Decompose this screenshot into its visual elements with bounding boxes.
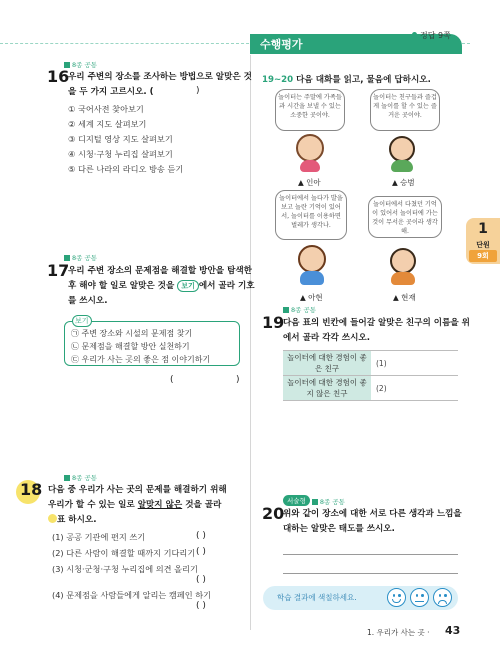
q19-number: 19 [262,313,285,332]
answer-line-2[interactable] [283,573,458,574]
q17-text-line2-a: 후 해야 할 일로 알맞은 것을 [68,281,175,291]
q18-option-4: (4) 문제점을 사람들에게 알리는 캠페인 하기 [52,590,212,600]
q17-number: 17 [47,261,70,280]
q19-text-line2: 에서 골라 각각 쓰시오. [283,333,370,343]
q16-text-line1: 우리 주변의 장소를 조사하는 방법으로 알맞은 것 [68,72,252,82]
question-range: 19~20 [262,75,294,85]
q18-text-line2 [48,498,221,513]
q20-number: 20 [262,504,285,523]
answer-line-1[interactable] [283,554,458,555]
q19-20-intro-text: 다음 대화를 읽고, 물음에 답하시오. [296,75,431,85]
table-header-cell: 놀이터에 대한 경험이 좋은 친구 [283,351,371,376]
sad-face-icon[interactable] [433,588,452,607]
q20-meta [283,495,345,506]
q19-text-line1: 다음 표의 빈칸에 들어갈 알맞은 친구의 이름을 위 [283,318,470,328]
evaluation-label: 학습 결과에 색칠하세요. [277,593,357,602]
self-evaluation-bar [263,586,458,610]
q18-option-3: (3) 시청·군청·구청 누리집에 의견 올리기 [52,564,198,574]
smile-face-icon[interactable] [387,588,406,607]
q16-number: 16 [47,67,70,86]
character-inah-body [300,160,320,172]
q17-meta-text: 8종 공통 [72,254,98,262]
q18-meta [64,473,97,482]
column-divider [250,55,251,630]
q19-meta-text: 8종 공통 [291,306,317,314]
character-seungbeom-icon [389,136,415,162]
speech-bubble-ahyeon: 놀이터에서 놀다가 발을 보고 놀란 기억이 있어서, 놀이터를 이용하면 벌레가 생각나. [275,190,347,240]
bogi-box [64,321,240,366]
table-header-cell: 놀이터에 대한 경험이 좋지 않은 친구 [283,376,371,401]
q20-text-line1: 위와 같이 장소에 대한 서로 다른 생각과 느낌을 [283,509,462,519]
q16-answer-paren-close[interactable]: ) [196,86,200,96]
section-title: 수행평가 [260,38,303,51]
q16-option-2[interactable]: ② 세계 지도 살펴보기 [68,119,147,129]
speech-bubble-inah: 놀이터는 주말에 가족들과 시간을 보낼 수 있는 소중한 곳이야. [275,89,345,131]
character-name-hyeonjae: ▲ 현재 [393,293,416,302]
q18-option-1: (1) 공공 기관에 편지 쓰기 [52,532,146,542]
q16-option-4[interactable]: ④ 시청·구청 누리집 살펴보기 [68,149,173,159]
q18-answer-4[interactable]: ( ) [196,601,206,611]
character-hyeonjae-icon [390,248,416,274]
q18-text-line2-b: 것을 골라 [185,500,222,510]
q18-meta-text: 8종 공통 [72,474,98,482]
character-hyeonjae-body [391,272,415,285]
q16-meta-text: 8종 공통 [72,61,98,69]
answer-blank-1[interactable]: (1) [371,351,458,376]
answer-blank-2[interactable]: (2) [371,376,458,401]
q17-answer-paren-open[interactable]: ( [170,375,174,385]
page-number: 43 [445,624,461,637]
q18-number: 18 [20,480,43,499]
character-ahyeon-icon [298,245,326,273]
q18-answer-1[interactable]: ( ) [196,531,206,541]
q16-option-3[interactable]: ③ 디지털 영상 지도 살펴보기 [68,134,173,144]
q18-option-2: (2) 다른 사람이 해결할 때까지 기다리기 [52,548,196,558]
bogi-label: 보기 [72,315,92,327]
q20-text-line2: 대하는 알맞은 태도를 쓰시오. [283,524,395,534]
q18-text-line3-b: 표 하시오. [57,515,97,525]
q17-text-line2 [68,279,255,294]
bogi-item-2: ㉡ 문제점을 해결할 방안 실천하기 [71,342,190,351]
q16-option-5[interactable]: ⑤ 다른 나라의 라디오 방송 듣기 [68,164,184,174]
unit-number: 1 [478,221,488,237]
q19-table [283,350,458,401]
speech-bubble-seungbeom: 놀이터는 친구들과 즐겁게 놀이를 할 수 있는 즐거운 곳이야. [370,89,440,131]
q16-text-line2: 을 두 가지 고르시오. ( [68,87,154,97]
table-row [283,351,458,376]
circle-icon [48,514,57,523]
speech-bubble-hyeonjae: 놀이터에서 다쳤던 기억이 있어서 놀이터에 가는 것이 무서운 곳이라 생각해. [368,196,442,238]
bogi-item-3: ㉢ 우리가 사는 곳의 좋은 점 이야기하기 [71,355,211,364]
bogi-tag: 보기 [177,280,199,292]
q17-text-line1: 우리 주변 장소의 문제점을 해결할 방안을 탐색한 [68,266,252,276]
session-label: 9회 [469,250,497,262]
q18-text-underlined: 알맞지 않은 [137,500,183,510]
q18-answer-3[interactable]: ( ) [196,575,206,585]
character-ahyeon-body [300,271,324,285]
character-name-ahyeon: ▲ 아현 [300,293,323,302]
square-icon [312,499,318,505]
q19-meta [283,305,316,314]
q17-text-line2-b: 에서 골라 기호 [198,281,255,291]
q19-20-intro [262,73,431,85]
q17-text-line3: 를 쓰시오. [68,296,108,306]
neutral-face-icon[interactable] [410,588,429,607]
q18-answer-2[interactable]: ( ) [196,547,206,557]
bullet-icon [412,32,417,37]
unit-side-tab [466,218,500,264]
essay-tag: 서술형 [283,495,310,506]
q18-text-line3 [48,513,96,528]
character-name-inah: ▲ 인아 [298,178,321,187]
q16-option-1[interactable]: ① 국어사전 찾아보기 [68,104,144,114]
answer-reference [412,30,451,41]
character-name-seungbeom: ▲ 승범 [392,178,415,187]
q18-text-line2-a: 우리가 할 수 있는 일로 [48,500,135,510]
table-row [283,376,458,401]
character-seungbeom-body [391,160,413,172]
unit-label: 단원 [476,241,490,249]
q18-text-line1: 다음 중 우리가 사는 곳의 문제를 해결하기 위해 [48,485,227,495]
footer-chapter: 1. 우리가 사는 곳 · [367,628,430,637]
answer-reference-text: 정답 9쪽 [420,31,451,40]
q17-answer-paren-close[interactable]: ) [236,375,240,385]
square-icon [64,475,70,481]
bogi-item-1: ㉠ 주변 장소와 시설의 문제점 찾기 [71,329,193,338]
q20-meta-text: 8종 공통 [319,498,345,506]
character-inah-icon [296,134,324,162]
